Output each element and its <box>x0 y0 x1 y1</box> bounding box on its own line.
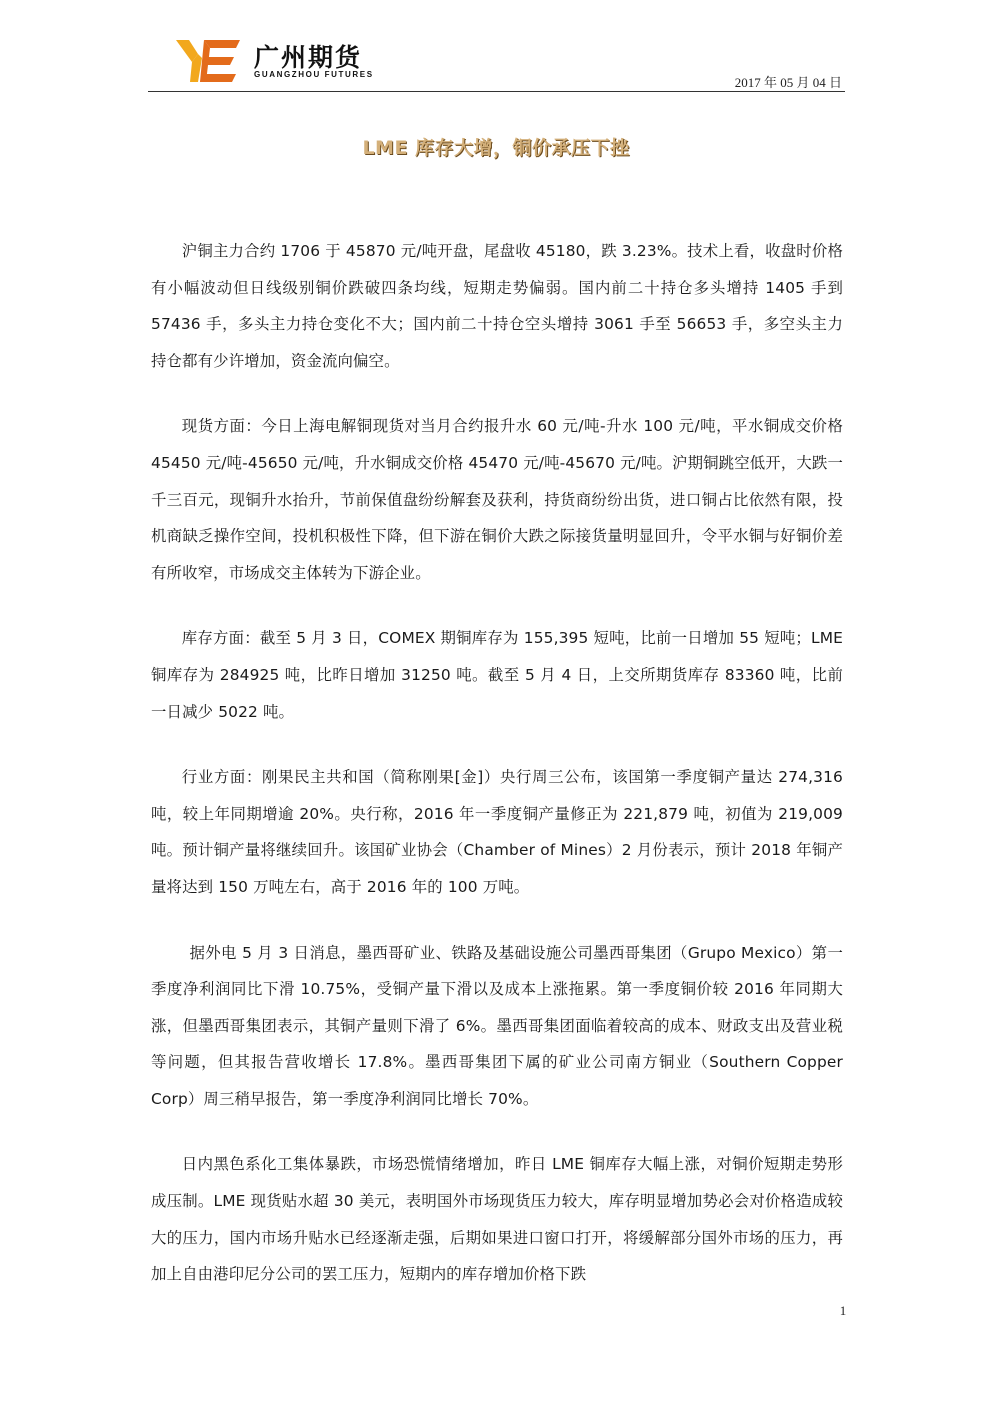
logo-chinese-name: 广州期货 <box>254 43 363 72</box>
report-date: 2017 年 05 月 04 日 <box>734 75 842 90</box>
page-number: 1 <box>839 1303 847 1318</box>
paragraph-outlook: 日内黑色系化工集体暴跌，市场恐慌情绪增加，昨日 LME 铜库存大幅上涨，对铜价短期走势形成压制。LME 现货贴水超 30 美元，表明国外市场现货压力较大，库存明显增加势必会对价格造成较大的压力，国内市场升贴水已经逐渐走强，后期如果进口窗口打开，将缓解部分国外市场的压力，再加上自由港印尼分公司的罢工压力，短期内的库存增加价格下跌 <box>151 1155 843 1284</box>
article-body <box>151 233 843 1322</box>
company-logo <box>176 38 376 88</box>
paragraph-industry: 行业方面：刚果民主共和国（简称刚果[金]）央行周三公布，该国第一季度铜产量达 274,316 吨，较上年同期增逾 20%。央行称，2016 年一季度铜产量修正为 221,879 吨，初值为 219,009 吨。预计铜产量将继续回升。该国矿业协会（Chamber of Mines）2 月份表示，预计 2018 年铜产量将达到 150 万吨左右，高于 2016 年的 100 万吨。 <box>151 768 843 896</box>
logo-english-name: GUANGZHOU FUTURES <box>254 70 374 79</box>
logo-ye-mark-icon <box>176 40 240 82</box>
header-divider <box>148 91 845 92</box>
article-title: LME 库存大增，铜价承压下挫 <box>362 137 630 159</box>
paragraph-grupo-mexico: 据外电 5 月 3 日消息，墨西哥矿业、铁路及基础设施公司墨西哥集团（Grupo Mexico）第一季度净利润同比下滑 10.75%，受铜产量下滑以及成本上涨拖累。第一季度铜价较 2016 年同期大涨，但墨西哥集团表示，其铜产量则下滑了 6%。墨西哥集团面临着较高的成本、财政支出及营业税等问题，但其报告营收增长 17.8%。墨西哥集团下属的矿业公司南方铜业（Southern Copper Corp）周三稍早报告，第一季度净利润同比增长 70%。 <box>151 943 843 1108</box>
paragraph-spot-market: 现货方面：今日上海电解铜现货对当月合约报升水 60 元/吨-升水 100 元/吨，平水铜成交价格 45450 元/吨-45650 元/吨，升水铜成交价格 45470 元/吨-45670 元/吨。沪期铜跳空低开，大跌一千三百元，现铜升水抬升，节前保值盘纷纷解套及获利，持货商纷纷出货，进口铜占比依然有限，投机商缺乏操作空间，投机积极性下降，但下游在铜价大跌之际接货量明显回升，令平水铜与好铜价差有所收窄，市场成交主体转为下游企业。 <box>151 417 843 582</box>
paragraph-inventory: 库存方面：截至 5 月 3 日，COMEX 期铜库存为 155,395 短吨，比前一日增加 55 短吨；LME 铜库存为 284925 吨，比昨日增加 31250 吨。截至 5 月 4 日，上交所期货库存 83360 吨，比前一日减少 5022 吨。 <box>151 629 843 721</box>
paragraph-futures-market: 沪铜主力合约 1706 于 45870 元/吨开盘，尾盘收 45180，跌 3.23%。技术上看，收盘时价格有小幅波动但日线级别铜价跌破四条均线，短期走势偏弱。国内前二十持仓多头增持 1405 手到 57436 手，多头主力持仓变化不大；国内前二十持仓空头增持 3061 手至 56653 手，多空头主力持仓都有少许增加，资金流向偏空。 <box>151 242 843 370</box>
